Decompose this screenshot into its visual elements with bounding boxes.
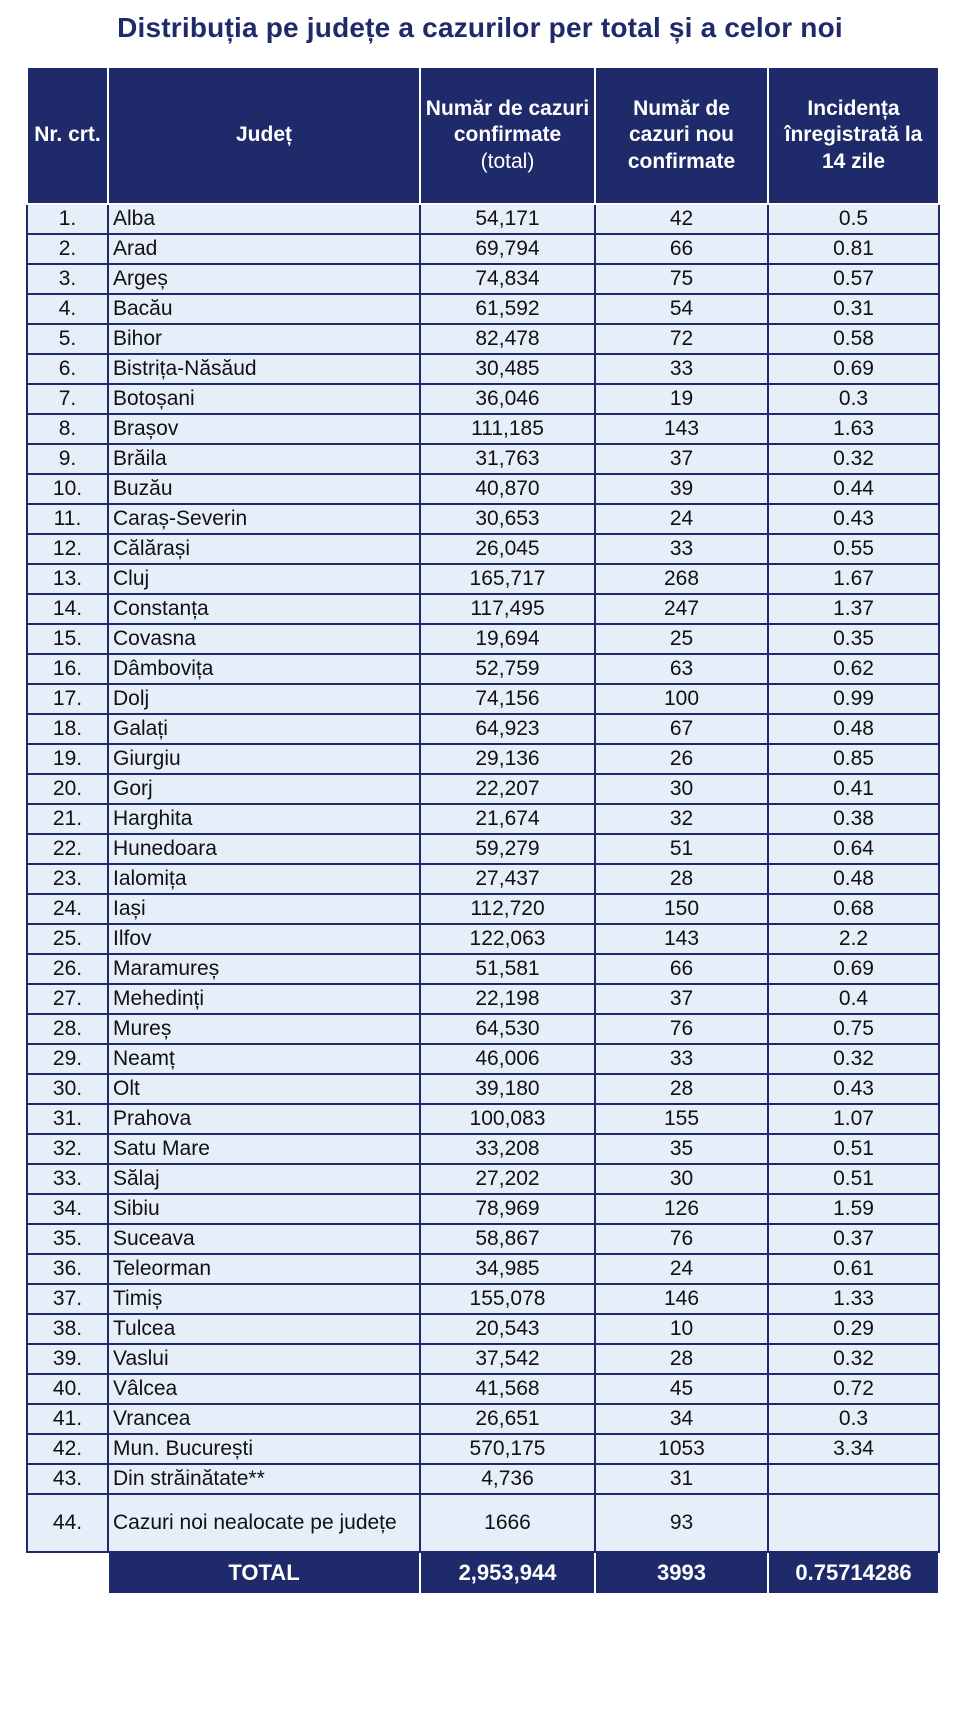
new-cases-cell: 143 bbox=[595, 924, 768, 954]
county-name-cell: Buzău bbox=[108, 474, 420, 504]
new-cases-cell: 150 bbox=[595, 894, 768, 924]
table-row bbox=[27, 684, 939, 714]
incidence-cell bbox=[768, 1464, 939, 1494]
incidence-cell: 0.61 bbox=[768, 1254, 939, 1284]
table-row bbox=[27, 444, 939, 474]
row-number-cell: 10. bbox=[27, 474, 108, 504]
incidence-cell: 1.33 bbox=[768, 1284, 939, 1314]
incidence-cell: 0.99 bbox=[768, 684, 939, 714]
county-name-cell: Brașov bbox=[108, 414, 420, 444]
total-cases-cell: 41,568 bbox=[420, 1374, 595, 1404]
total-cases-cell: 27,437 bbox=[420, 864, 595, 894]
incidence-cell: 0.68 bbox=[768, 894, 939, 924]
total-cases-cell: 122,063 bbox=[420, 924, 595, 954]
row-number-cell: 11. bbox=[27, 504, 108, 534]
total-cases-cell: 20,543 bbox=[420, 1314, 595, 1344]
table-row bbox=[27, 264, 939, 294]
county-name-cell: Neamț bbox=[108, 1044, 420, 1074]
total-cases: 2,953,944 bbox=[420, 1552, 595, 1594]
table-row bbox=[27, 1014, 939, 1044]
row-number-cell: 21. bbox=[27, 804, 108, 834]
header-total-sub: (total) bbox=[480, 149, 535, 173]
table-row bbox=[27, 1074, 939, 1104]
incidence-cell: 1.63 bbox=[768, 414, 939, 444]
new-cases-cell: 33 bbox=[595, 354, 768, 384]
new-cases-cell: 26 bbox=[595, 744, 768, 774]
row-number-cell: 35. bbox=[27, 1224, 108, 1254]
table-row bbox=[27, 1404, 939, 1434]
incidence-cell: 0.43 bbox=[768, 1074, 939, 1104]
incidence-cell: 0.29 bbox=[768, 1314, 939, 1344]
county-name-cell: Din străinătate** bbox=[108, 1464, 420, 1494]
county-name-cell: Constanța bbox=[108, 594, 420, 624]
row-number-cell: 20. bbox=[27, 774, 108, 804]
total-cases-cell: 61,592 bbox=[420, 294, 595, 324]
new-cases-cell: 35 bbox=[595, 1134, 768, 1164]
incidence-cell: 0.69 bbox=[768, 354, 939, 384]
county-name-cell: Arad bbox=[108, 234, 420, 264]
row-number-cell: 41. bbox=[27, 1404, 108, 1434]
table-row bbox=[27, 1434, 939, 1464]
county-name-cell: Maramureș bbox=[108, 954, 420, 984]
incidence-cell: 0.48 bbox=[768, 864, 939, 894]
row-number-cell: 33. bbox=[27, 1164, 108, 1194]
county-name-cell: Gorj bbox=[108, 774, 420, 804]
table-row bbox=[27, 744, 939, 774]
new-cases-cell: 34 bbox=[595, 1404, 768, 1434]
new-cases-cell: 24 bbox=[595, 1254, 768, 1284]
total-cases-cell: 54,171 bbox=[420, 204, 595, 234]
new-cases-cell: 1053 bbox=[595, 1434, 768, 1464]
total-cases-cell: 117,495 bbox=[420, 594, 595, 624]
row-number-cell: 29. bbox=[27, 1044, 108, 1074]
table-row bbox=[27, 804, 939, 834]
county-name-cell: Vaslui bbox=[108, 1344, 420, 1374]
table-row bbox=[27, 384, 939, 414]
total-cases-cell: 40,870 bbox=[420, 474, 595, 504]
row-number-cell: 2. bbox=[27, 234, 108, 264]
incidence-cell: 0.55 bbox=[768, 534, 939, 564]
new-cases-cell: 76 bbox=[595, 1014, 768, 1044]
total-cases-cell: 26,651 bbox=[420, 1404, 595, 1434]
county-name-cell: Covasna bbox=[108, 624, 420, 654]
total-cases-cell: 112,720 bbox=[420, 894, 595, 924]
new-cases-cell: 146 bbox=[595, 1284, 768, 1314]
total-cases-cell: 36,046 bbox=[420, 384, 595, 414]
table-row bbox=[27, 1134, 939, 1164]
incidence-cell: 0.3 bbox=[768, 384, 939, 414]
new-cases-cell: 25 bbox=[595, 624, 768, 654]
incidence-cell: 0.3 bbox=[768, 1404, 939, 1434]
county-name-cell: Dolj bbox=[108, 684, 420, 714]
row-number-cell: 3. bbox=[27, 264, 108, 294]
row-number-cell: 34. bbox=[27, 1194, 108, 1224]
new-cases-cell: 37 bbox=[595, 984, 768, 1014]
header-incidence: Incidența înregistrată la 14 zile bbox=[768, 67, 939, 204]
table-row bbox=[27, 714, 939, 744]
incidence-cell: 0.44 bbox=[768, 474, 939, 504]
row-number-cell: 22. bbox=[27, 834, 108, 864]
table-row bbox=[27, 414, 939, 444]
row-number-cell: 28. bbox=[27, 1014, 108, 1044]
new-cases-cell: 76 bbox=[595, 1224, 768, 1254]
county-name-cell: Galați bbox=[108, 714, 420, 744]
new-cases-cell: 100 bbox=[595, 684, 768, 714]
table-row bbox=[27, 654, 939, 684]
total-cases-cell: 111,185 bbox=[420, 414, 595, 444]
total-cases-cell: 22,198 bbox=[420, 984, 595, 1014]
table-row bbox=[27, 924, 939, 954]
row-number-cell: 14. bbox=[27, 594, 108, 624]
header-nr: Nr. crt. bbox=[27, 67, 108, 204]
incidence-cell: 0.58 bbox=[768, 324, 939, 354]
table-row bbox=[27, 474, 939, 504]
total-incidence: 0.75714286 bbox=[768, 1552, 939, 1594]
incidence-cell: 0.41 bbox=[768, 774, 939, 804]
total-blank-cell bbox=[27, 1552, 108, 1594]
new-cases-cell: 42 bbox=[595, 204, 768, 234]
total-cases-cell: 58,867 bbox=[420, 1224, 595, 1254]
county-name-cell: Olt bbox=[108, 1074, 420, 1104]
row-number-cell: 42. bbox=[27, 1434, 108, 1464]
county-name-cell: Giurgiu bbox=[108, 744, 420, 774]
row-number-cell: 26. bbox=[27, 954, 108, 984]
incidence-cell: 0.5 bbox=[768, 204, 939, 234]
row-number-cell: 5. bbox=[27, 324, 108, 354]
row-number-cell: 18. bbox=[27, 714, 108, 744]
new-cases-cell: 28 bbox=[595, 1074, 768, 1104]
table-row bbox=[27, 1374, 939, 1404]
header-new-cases: Număr de cazuri nou confirmate bbox=[595, 67, 768, 204]
county-name-cell: Mun. București bbox=[108, 1434, 420, 1464]
incidence-cell: 0.35 bbox=[768, 624, 939, 654]
new-cases-cell: 51 bbox=[595, 834, 768, 864]
new-cases-cell: 66 bbox=[595, 954, 768, 984]
new-cases-cell: 37 bbox=[595, 444, 768, 474]
incidence-cell: 3.34 bbox=[768, 1434, 939, 1464]
incidence-cell: 0.72 bbox=[768, 1374, 939, 1404]
county-name-cell: Bacău bbox=[108, 294, 420, 324]
new-cases-cell: 24 bbox=[595, 504, 768, 534]
new-cases-cell: 33 bbox=[595, 534, 768, 564]
table-row bbox=[27, 504, 939, 534]
incidence-cell: 0.51 bbox=[768, 1134, 939, 1164]
incidence-cell: 0.85 bbox=[768, 744, 939, 774]
incidence-cell: 1.37 bbox=[768, 594, 939, 624]
county-name-cell: Suceava bbox=[108, 1224, 420, 1254]
new-cases-cell: 126 bbox=[595, 1194, 768, 1224]
total-cases-cell: 570,175 bbox=[420, 1434, 595, 1464]
total-cases-cell: 100,083 bbox=[420, 1104, 595, 1134]
total-cases-cell: 30,485 bbox=[420, 354, 595, 384]
table-row bbox=[27, 774, 939, 804]
total-cases-cell: 27,202 bbox=[420, 1164, 595, 1194]
row-number-cell: 43. bbox=[27, 1464, 108, 1494]
total-row bbox=[27, 1552, 939, 1594]
new-cases-cell: 75 bbox=[595, 264, 768, 294]
county-name-cell: Hunedoara bbox=[108, 834, 420, 864]
total-cases-cell: 74,156 bbox=[420, 684, 595, 714]
total-label: TOTAL bbox=[108, 1552, 420, 1594]
incidence-cell: 0.38 bbox=[768, 804, 939, 834]
county-name-cell: Ialomița bbox=[108, 864, 420, 894]
total-cases-cell: 51,581 bbox=[420, 954, 595, 984]
incidence-cell: 0.75 bbox=[768, 1014, 939, 1044]
new-cases-cell: 45 bbox=[595, 1374, 768, 1404]
county-name-cell: Vrancea bbox=[108, 1404, 420, 1434]
total-cases-cell: 4,736 bbox=[420, 1464, 595, 1494]
total-cases-cell: 52,759 bbox=[420, 654, 595, 684]
county-name-cell: Harghita bbox=[108, 804, 420, 834]
new-cases-cell: 93 bbox=[595, 1494, 768, 1552]
table-row bbox=[27, 1344, 939, 1374]
total-cases-cell: 22,207 bbox=[420, 774, 595, 804]
incidence-cell: 0.57 bbox=[768, 264, 939, 294]
new-cases-cell: 32 bbox=[595, 804, 768, 834]
county-name-cell: Dâmbovița bbox=[108, 654, 420, 684]
total-cases-cell: 64,530 bbox=[420, 1014, 595, 1044]
total-cases-cell: 165,717 bbox=[420, 564, 595, 594]
county-name-cell: Bistrița-Năsăud bbox=[108, 354, 420, 384]
county-name-cell: Mureș bbox=[108, 1014, 420, 1044]
header-row bbox=[27, 67, 939, 204]
county-name-cell: Sibiu bbox=[108, 1194, 420, 1224]
table-footer bbox=[27, 1552, 939, 1594]
header-total-cases bbox=[420, 67, 595, 204]
row-number-cell: 19. bbox=[27, 744, 108, 774]
table-row bbox=[27, 864, 939, 894]
new-cases-cell: 10 bbox=[595, 1314, 768, 1344]
county-name-cell: Argeș bbox=[108, 264, 420, 294]
row-number-cell: 25. bbox=[27, 924, 108, 954]
incidence-cell: 0.48 bbox=[768, 714, 939, 744]
row-number-cell: 23. bbox=[27, 864, 108, 894]
new-cases-cell: 31 bbox=[595, 1464, 768, 1494]
row-number-cell: 24. bbox=[27, 894, 108, 924]
row-number-cell: 16. bbox=[27, 654, 108, 684]
table-row bbox=[27, 234, 939, 264]
county-name-cell: Sălaj bbox=[108, 1164, 420, 1194]
incidence-cell: 0.62 bbox=[768, 654, 939, 684]
incidence-cell: 0.81 bbox=[768, 234, 939, 264]
incidence-cell: 0.32 bbox=[768, 444, 939, 474]
county-name-cell: Bihor bbox=[108, 324, 420, 354]
total-cases-cell: 155,078 bbox=[420, 1284, 595, 1314]
incidence-cell: 0.69 bbox=[768, 954, 939, 984]
total-cases-cell: 29,136 bbox=[420, 744, 595, 774]
incidence-cell bbox=[768, 1494, 939, 1552]
county-name-cell: Brăila bbox=[108, 444, 420, 474]
new-cases-cell: 155 bbox=[595, 1104, 768, 1134]
row-number-cell: 8. bbox=[27, 414, 108, 444]
new-cases-cell: 143 bbox=[595, 414, 768, 444]
new-cases-cell: 63 bbox=[595, 654, 768, 684]
table-row bbox=[27, 324, 939, 354]
row-number-cell: 4. bbox=[27, 294, 108, 324]
table-row bbox=[27, 894, 939, 924]
county-name-cell: Călărași bbox=[108, 534, 420, 564]
row-number-cell: 17. bbox=[27, 684, 108, 714]
table-row bbox=[27, 1314, 939, 1344]
county-name-cell: Vâlcea bbox=[108, 1374, 420, 1404]
table-row bbox=[27, 1194, 939, 1224]
total-cases-cell: 46,006 bbox=[420, 1044, 595, 1074]
incidence-cell: 2.2 bbox=[768, 924, 939, 954]
page-title: Distribuția pe județe a cazurilor per total și a celor noi bbox=[117, 12, 843, 43]
county-name-cell: Ilfov bbox=[108, 924, 420, 954]
table-row bbox=[27, 834, 939, 864]
county-name-cell: Mehedinți bbox=[108, 984, 420, 1014]
total-cases-cell: 1666 bbox=[420, 1494, 595, 1552]
row-number-cell: 37. bbox=[27, 1284, 108, 1314]
total-cases-cell: 30,653 bbox=[420, 504, 595, 534]
county-name-cell: Prahova bbox=[108, 1104, 420, 1134]
table-row bbox=[27, 564, 939, 594]
county-name-cell: Cluj bbox=[108, 564, 420, 594]
total-cases-cell: 82,478 bbox=[420, 324, 595, 354]
row-number-cell: 32. bbox=[27, 1134, 108, 1164]
table-row bbox=[27, 984, 939, 1014]
table-row bbox=[27, 1284, 939, 1314]
table-row bbox=[27, 1044, 939, 1074]
table-row bbox=[27, 1104, 939, 1134]
table-row bbox=[27, 1254, 939, 1284]
row-number-cell: 1. bbox=[27, 204, 108, 234]
table-row bbox=[27, 594, 939, 624]
total-cases-cell: 34,985 bbox=[420, 1254, 595, 1284]
total-cases-cell: 26,045 bbox=[420, 534, 595, 564]
county-name-cell: Cazuri noi nealocate pe județe bbox=[108, 1494, 420, 1552]
row-number-cell: 39. bbox=[27, 1344, 108, 1374]
table-header bbox=[27, 67, 939, 204]
new-cases-cell: 28 bbox=[595, 1344, 768, 1374]
county-name-cell: Caraș-Severin bbox=[108, 504, 420, 534]
new-cases-cell: 72 bbox=[595, 324, 768, 354]
new-cases-cell: 67 bbox=[595, 714, 768, 744]
new-cases-cell: 39 bbox=[595, 474, 768, 504]
table-row bbox=[27, 534, 939, 564]
total-cases-cell: 19,694 bbox=[420, 624, 595, 654]
header-total-main: Număr de cazuri confirmate bbox=[425, 97, 590, 147]
new-cases-cell: 268 bbox=[595, 564, 768, 594]
incidence-cell: 0.43 bbox=[768, 504, 939, 534]
incidence-cell: 0.31 bbox=[768, 294, 939, 324]
table-row bbox=[27, 624, 939, 654]
row-number-cell: 38. bbox=[27, 1314, 108, 1344]
new-cases-cell: 66 bbox=[595, 234, 768, 264]
total-cases-cell: 59,279 bbox=[420, 834, 595, 864]
row-number-cell: 31. bbox=[27, 1104, 108, 1134]
row-number-cell: 27. bbox=[27, 984, 108, 1014]
total-cases-cell: 64,923 bbox=[420, 714, 595, 744]
incidence-cell: 1.67 bbox=[768, 564, 939, 594]
county-cases-table bbox=[26, 66, 940, 1595]
county-name-cell: Iași bbox=[108, 894, 420, 924]
row-number-cell: 6. bbox=[27, 354, 108, 384]
total-cases-cell: 33,208 bbox=[420, 1134, 595, 1164]
row-number-cell: 7. bbox=[27, 384, 108, 414]
total-new-cases: 3993 bbox=[595, 1552, 768, 1594]
incidence-cell: 0.32 bbox=[768, 1344, 939, 1374]
new-cases-cell: 30 bbox=[595, 1164, 768, 1194]
table-row bbox=[27, 954, 939, 984]
county-name-cell: Teleorman bbox=[108, 1254, 420, 1284]
incidence-cell: 0.32 bbox=[768, 1044, 939, 1074]
incidence-cell: 0.4 bbox=[768, 984, 939, 1014]
row-number-cell: 30. bbox=[27, 1074, 108, 1104]
total-cases-cell: 21,674 bbox=[420, 804, 595, 834]
county-name-cell: Tulcea bbox=[108, 1314, 420, 1344]
incidence-cell: 0.51 bbox=[768, 1164, 939, 1194]
county-name-cell: Satu Mare bbox=[108, 1134, 420, 1164]
table-row bbox=[27, 354, 939, 384]
county-name-cell: Timiș bbox=[108, 1284, 420, 1314]
new-cases-cell: 28 bbox=[595, 864, 768, 894]
total-cases-cell: 74,834 bbox=[420, 264, 595, 294]
table-body bbox=[27, 204, 939, 1552]
total-cases-cell: 31,763 bbox=[420, 444, 595, 474]
total-cases-cell: 69,794 bbox=[420, 234, 595, 264]
incidence-cell: 0.37 bbox=[768, 1224, 939, 1254]
row-number-cell: 9. bbox=[27, 444, 108, 474]
total-cases-cell: 37,542 bbox=[420, 1344, 595, 1374]
row-number-cell: 15. bbox=[27, 624, 108, 654]
county-name-cell: Botoșani bbox=[108, 384, 420, 414]
new-cases-cell: 247 bbox=[595, 594, 768, 624]
table-row bbox=[27, 204, 939, 234]
header-judet: Județ bbox=[108, 67, 420, 204]
new-cases-cell: 54 bbox=[595, 294, 768, 324]
table-row bbox=[27, 1494, 939, 1552]
county-name-cell: Alba bbox=[108, 204, 420, 234]
row-number-cell: 36. bbox=[27, 1254, 108, 1284]
table-row bbox=[27, 1464, 939, 1494]
new-cases-cell: 30 bbox=[595, 774, 768, 804]
row-number-cell: 40. bbox=[27, 1374, 108, 1404]
total-cases-cell: 39,180 bbox=[420, 1074, 595, 1104]
incidence-cell: 1.07 bbox=[768, 1104, 939, 1134]
new-cases-cell: 19 bbox=[595, 384, 768, 414]
table-row bbox=[27, 1224, 939, 1254]
new-cases-cell: 33 bbox=[595, 1044, 768, 1074]
row-number-cell: 13. bbox=[27, 564, 108, 594]
incidence-cell: 1.59 bbox=[768, 1194, 939, 1224]
total-cases-cell: 78,969 bbox=[420, 1194, 595, 1224]
table-row bbox=[27, 294, 939, 324]
row-number-cell: 12. bbox=[27, 534, 108, 564]
incidence-cell: 0.64 bbox=[768, 834, 939, 864]
row-number-cell: 44. bbox=[27, 1494, 108, 1552]
table-row bbox=[27, 1164, 939, 1194]
